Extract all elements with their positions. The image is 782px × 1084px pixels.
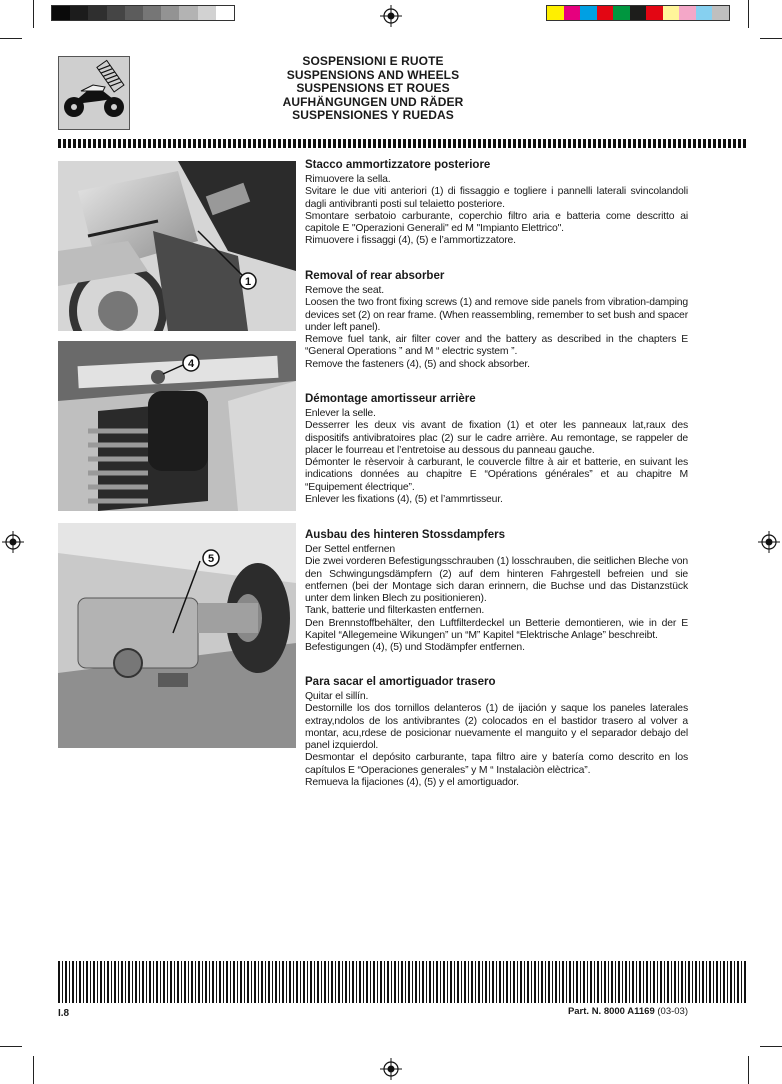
part-label: Part. N. 8000 A1169 — [567, 1006, 655, 1017]
page-number: I.8 — [58, 1008, 70, 1019]
part-number — [568, 1006, 688, 1017]
gray-swatch — [107, 6, 125, 20]
crop-mark — [0, 38, 22, 39]
crop-mark — [748, 0, 749, 28]
paragraph: Rimuovere la sella. — [305, 174, 391, 185]
paragraph: Démonter le rèservoir à carburant, le couvercle filtre à air et batterie, en suivant les indications données au chapitre E “Opérations générales” et au chapitre M “Equipement électrique”. — [305, 457, 688, 493]
paragraph: Desserrer les deux vis avant de fixation (1) et oter les panneaux lat,raux des dispositifs antivibratoires plac (2) sur le cadre arrière. Au remontage, se rappeler de placer le fourreau et l’entretoise au dessous du panneau gauche. — [305, 420, 688, 456]
color-swatch — [597, 6, 614, 20]
grayscale-bar — [51, 5, 235, 21]
registration-mark-icon — [758, 531, 780, 553]
paragraph: Der Settel entfernen — [305, 544, 395, 555]
paragraph: Smontare serbatoio carburante, coperchio filtro aria e batteria come descritto ai capitole E "Operazioni Generali" ed M "Impianto Elettrico". — [305, 210, 688, 235]
registration-mark-icon — [2, 531, 24, 553]
chapter-title-it: SOSPENSIONI E RUOTE — [302, 54, 444, 68]
footer-barcode — [58, 961, 748, 1003]
paragraph: Befestigungen (4), (5) und Stodämpfer entfernen. — [305, 642, 525, 654]
header-divider — [58, 139, 748, 148]
gray-swatch — [179, 6, 197, 20]
paragraph: Desmontar el depósito carburante, tapa filtro aire y batería como descrito en los capítulos E “Operaciones generales” y M “ Instalaciòn elèctrica”. — [305, 752, 688, 776]
paragraph: Destornille los dos tornillos delanteros (1) de ijación y saque los paneles laterales extray,ndolos de los antivibrantes (2) colocados en el bastidor trasero al volver a montar, acu,rdese de posicionar nuevamente el manguito y el separador debajo del panel izquierdol. — [305, 703, 688, 752]
color-swatch — [547, 6, 564, 20]
paragraph: Enlever la selle. — [305, 408, 376, 419]
chapter-icon-box — [58, 56, 130, 130]
color-swatch — [630, 6, 647, 20]
section-title: Stacco ammortizzatore posteriore — [305, 159, 491, 171]
paragraph: Loosen the two front fixing screws (1) and remove side panels from vibration-damping devices set (2) on rear frame. (When reassembling, remember to set bush and spacer under left panel). — [305, 297, 688, 333]
paragraph: Den Brennstoffbehälter, den Luftfilterdeckel un Betterie demontieren, wie in der E Kapitel “Allegemeine Wikungen” un “M” Kapitel “Elektrische Anlage” beschreibt. — [305, 617, 688, 642]
color-bar — [546, 5, 730, 21]
color-swatch — [646, 6, 663, 20]
gray-swatch — [88, 6, 106, 20]
paragraph: Rimuovere i fissaggi (4), (5) e l’ammortizzatore. — [305, 235, 516, 247]
section-title: Démontage amortisseur arrière — [305, 393, 476, 405]
callout-label: 4 — [187, 358, 195, 370]
registration-mark-icon — [380, 1058, 402, 1080]
paragraph: Tank, batterie und filterkasten entfernen. — [305, 605, 485, 617]
color-swatch — [663, 6, 680, 20]
gray-swatch — [70, 6, 88, 20]
paragraph: Remove the seat. — [305, 285, 385, 296]
gray-swatch — [161, 6, 179, 20]
photo-shock-upper-mount — [58, 341, 296, 511]
chapter-title-en: SUSPENSIONS AND WHEELS — [286, 67, 460, 82]
section-title: Ausbau des hinteren Stossdampfers — [305, 529, 506, 541]
section-english — [305, 269, 688, 371]
paragraph: Remove fuel tank, air filter cover and the battery as described in the chapters E “General Operations ” and M “ electric system ”. — [305, 334, 688, 358]
gray-swatch — [216, 6, 234, 20]
crop-mark — [33, 0, 34, 28]
photo-shock-lower-mount — [58, 523, 296, 748]
part-date: (03-03) — [657, 1006, 688, 1017]
section-italian — [305, 158, 688, 248]
paragraph: Remueva la fijaciones (4), (5) y el amortiguador. — [305, 777, 519, 789]
paragraph: Die zwei vorderen Befestigungsschrauben (1) losschrauben, die seitlichen Bleche von den Schwingungsdämpfern (2) auf dem hinteren Fahrgestell befreien und sie entfernen (bei der Montage sich daran erinnern, die Buchse und das Distanzstück unter dem linken Blech zu positionieren). — [305, 556, 688, 605]
section-german — [305, 528, 688, 655]
section-spanish — [305, 675, 688, 789]
chapter-title-de: AUFHÄNGUNGEN UND RÄDER — [282, 94, 464, 109]
chapter-title-fr: SUSPENSIONS ET ROUES — [296, 81, 450, 96]
gray-swatch — [125, 6, 143, 20]
color-swatch — [696, 6, 713, 20]
crop-mark — [760, 1046, 782, 1047]
color-swatch — [564, 6, 581, 20]
gray-swatch — [52, 6, 70, 20]
section-title: Para sacar el amortiguador trasero — [305, 676, 496, 688]
color-swatch — [679, 6, 696, 20]
crop-mark — [33, 1056, 34, 1084]
color-swatch — [712, 6, 729, 20]
crop-mark — [0, 1046, 22, 1047]
callout-label: 5 — [207, 553, 215, 565]
chapter-title-es: SUSPENSIONES Y RUEDAS — [292, 108, 454, 123]
paragraph: Quitar el sillín. — [305, 691, 369, 702]
chapter-titles — [240, 55, 506, 123]
crop-mark — [760, 38, 782, 39]
section-title: Removal of rear absorber — [305, 270, 445, 282]
paragraph: Remove the fasteners (4), (5) and shock absorber. — [305, 358, 530, 370]
crop-mark — [748, 1056, 749, 1084]
callout-label: 1 — [244, 276, 252, 288]
gray-swatch — [198, 6, 216, 20]
motorcycle-suspension-icon — [59, 57, 129, 129]
registration-mark-icon — [380, 5, 402, 27]
paragraph: Enlever les fixations (4), (5) et l’ammrtisseur. — [305, 494, 503, 506]
gray-swatch — [143, 6, 161, 20]
color-swatch — [580, 6, 597, 20]
color-swatch — [613, 6, 630, 20]
paragraph: Svitare le due viti anteriori (1) di fissaggio e togliere i pannelli laterali svincolandoli dagli antivibranti posti sul telaietto posteriore. — [305, 186, 688, 210]
section-french — [305, 392, 688, 506]
photo-side-panel-screw — [58, 161, 296, 331]
